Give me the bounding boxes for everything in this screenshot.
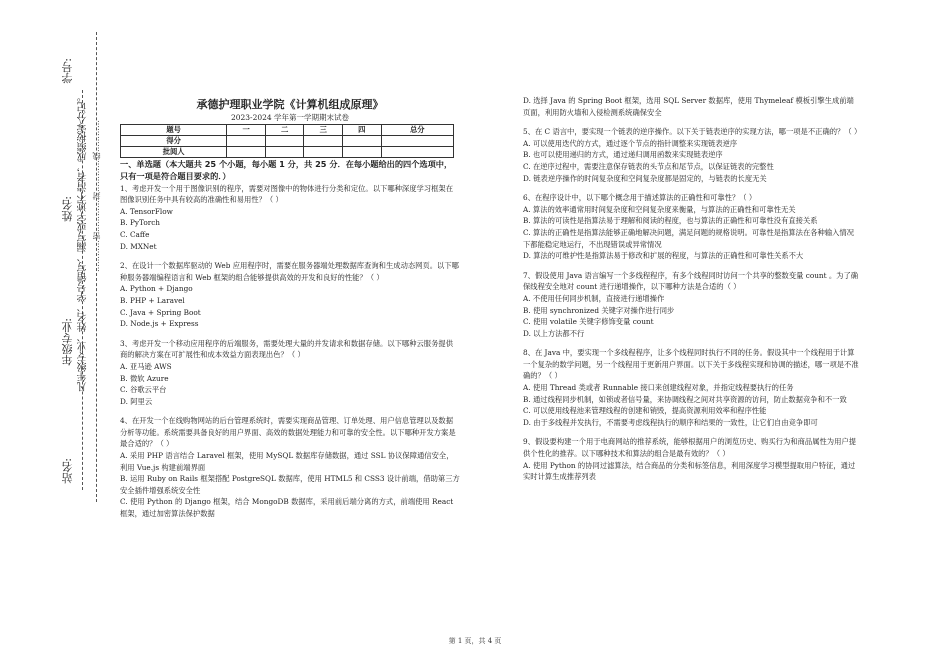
question-option: B. 通过线程同步机制，如锁或者信号量，来协调线程之间对共享资源的访问，防止数据竞争和不一致 bbox=[523, 394, 847, 404]
score-table-cell bbox=[227, 135, 266, 146]
left-column bbox=[120, 98, 460, 520]
score-table-cell bbox=[304, 146, 343, 157]
question-option: B. 也可以使用递归的方式，通过递归调用函数来实现链表逆序 bbox=[523, 150, 723, 160]
exam-title: 承德护理职业学院《计算机组成原理》 bbox=[196, 98, 384, 111]
score-table-cell bbox=[381, 146, 453, 157]
question-option: B. PyTorch bbox=[120, 218, 161, 228]
question-option: C. 使用 volatile 关键字修饰变量 count bbox=[523, 317, 654, 327]
question-stem: 9、假设要构建一个用于电商网站的推荐系统，能够根据用户的浏览历史、购买行为和商品属性为用户提供个性化的推荐。以下哪种技术和算法的组合是最有效的？（ ） bbox=[523, 437, 856, 459]
question-option: A. TensorFlow bbox=[120, 206, 173, 216]
question-stem: 7、假设使用 Java 语言编写一个多线程程序，有多个线程同时访问一个共享的整数变量 count 。为了确保线程安全地对 count 进行递增操作，以下哪种方法是合适的（ ） bbox=[523, 270, 859, 292]
score-table-cell: 得分 bbox=[121, 135, 227, 146]
question-stem: 8、在 Java 中，要实现一个多线程程序，让多个线程同时执行不同的任务。假设其中一个线程用于计算一个复杂的数学问题，另一个线程用于更新用户界面。以下关于多线程实现和协调的描述，哪一项是不准确的？（ ） bbox=[523, 348, 859, 381]
right-column bbox=[523, 95, 861, 483]
score-table-cell bbox=[304, 135, 343, 146]
question-option: A. 使用 Thread 类或者 Runnable 接口来创建线程对象，并指定线程要执行的任务 bbox=[523, 383, 794, 393]
question-stem: 2、在设计一个数据库驱动的 Web 应用程序时，需要在服务器端处理数据库查询和生成动态网页。以下哪种服务器端编程语言和 Web 框架的组合能够提供高效的开发和良好的性能？（ ） bbox=[120, 261, 459, 282]
question-option: B. 运用 Ruby on Rails 框架搭配 PostgreSQL 数据库，使用 HTML5 和 CSS3 设计前端，借助第三方安全插件增强系统安全性 bbox=[120, 474, 460, 495]
score-table-cell: 二 bbox=[265, 124, 304, 135]
question-stem: 3、考虑开发一个移动应用程序的后端服务，需要处理大量的并发请求和数据存储。以下哪种云服务提供商的解决方案在可扩展性和成本效益方面表现出色？（ ） bbox=[120, 338, 453, 360]
question-option: C. 使用 Python 的 Django 框架，结合 MongoDB 数据库，采用前后端分离的方式，前端使用 React 框架，通过加密算法保护数据 bbox=[120, 497, 454, 519]
score-table-cell: 三 bbox=[304, 124, 343, 135]
question-option: C. Caffe bbox=[120, 229, 150, 239]
score-table-cell bbox=[265, 146, 304, 157]
score-table-cell: 四 bbox=[342, 124, 381, 135]
question-option: C. 谷歌云平台 bbox=[120, 385, 167, 395]
student-id-label: 学号: bbox=[61, 58, 74, 84]
score-table-cell: 一 bbox=[227, 124, 266, 135]
score-table-cell bbox=[342, 135, 381, 146]
question-option: C. 算法的正确性是指算法能够正确地解决问题，满足问题的规格说明。可靠性是指算法在各种输入情况下都能稳定地运行，不出现错误或异常情况 bbox=[523, 227, 855, 249]
question-option: B. PHP + Laravel bbox=[120, 295, 185, 305]
question-option: D. 阿里云 bbox=[120, 396, 153, 406]
question-option: C. Java + Spring Boot bbox=[120, 307, 201, 317]
section-heading: 一、单选题（本大题共 25 个小题，每小题 1 分，共 25 分．在每小题给出的四个选项中，只有一项是符合题目要求的．） bbox=[120, 158, 453, 182]
exam-subtitle: 2023-2024 学年第一学期期末试卷 bbox=[230, 113, 350, 122]
question-stem: 5、在 C 语言中，要实现一个链表的逆序操作。以下关于链表逆序的实现方法，哪一项是不正确的？（ ） bbox=[523, 127, 862, 137]
question-option: A. 使用 Python 的协同过滤算法，结合商品的分类和标签信息，利用深度学习模型提取用户特征，通过实时计算生成推荐列表 bbox=[523, 460, 856, 482]
question-option: D. Node.js + Express bbox=[120, 319, 199, 329]
major-label: 年级专业: bbox=[61, 318, 74, 366]
question-option: D. 以上方法都不行 bbox=[523, 328, 585, 338]
question-option: B. 微软 Azure bbox=[120, 373, 169, 383]
question-option: B. 使用 synchronized 关键字对操作进行同步 bbox=[523, 305, 675, 315]
binding-notice: 凡年级专业、姓名、学号错写、漏写或字迹不清者，成绩按零分记。 bbox=[78, 92, 89, 392]
page-footer: 第 1 页，共 4 页 bbox=[448, 637, 502, 645]
seal-line-text: …………密…………封…………线………… bbox=[92, 120, 101, 272]
question-option: A. 采用 PHP 语言结合 Laravel 框架，使用 MySQL 数据库存储数据，通过 SSL 协议保障通信安全，利用 Vue.js 构建前端界面 bbox=[120, 451, 454, 472]
seat-label: 站名: bbox=[61, 458, 74, 484]
question-option: D. 选择 Java 的 Spring Boot 框架，选用 SQL Server 数据库，使用 Thymeleaf 模板引擎生成前端页面，利用防火墙和入侵检测系统确保安全 bbox=[523, 96, 854, 117]
question-option: C. 在逆序过程中，需要注意保存链表的头节点和尾节点，以保证链表的完整性 bbox=[523, 161, 774, 171]
score-table-cell bbox=[227, 146, 266, 157]
question-option: A. 算法的效率通常用时间复杂度和空间复杂度来衡量，与算法的正确性和可靠性无关 bbox=[523, 204, 796, 214]
question-option: B. 算法的可读性是指算法易于理解和阅读的程度，也与算法的正确性和可靠性没有直接关系 bbox=[523, 216, 818, 226]
score-table-cell bbox=[265, 135, 304, 146]
score-table-cell: 批阅人 bbox=[121, 146, 227, 157]
question-option: D. 链表逆序操作的时间复杂度和空间复杂度都是固定的，与链表的长度无关 bbox=[523, 173, 767, 183]
question-option: D. 由于多线程并发执行，不需要考虑线程执行的顺序和结果的一致性，让它们自由竞争即可 bbox=[523, 417, 818, 427]
score-table-row bbox=[121, 135, 454, 146]
score-table-cell: 总分 bbox=[381, 124, 453, 135]
question-option: C. 可以使用线程池来管理线程的创建和销毁，提高资源利用效率和程序性能 bbox=[523, 406, 767, 416]
score-table-cell: 题号 bbox=[121, 124, 227, 135]
question-option: A. 不使用任何同步机制，直接进行递增操作 bbox=[523, 293, 665, 303]
score-table-row bbox=[121, 146, 454, 157]
question-stem: 6、在程序设计中，以下哪个概念用于描述算法的正确性和可靠性？（ ） bbox=[523, 193, 757, 203]
question-option: A. 可以使用迭代的方式，通过逐个节点的指针调整来实现链表逆序 bbox=[523, 138, 738, 148]
question-option: A. Python + Django bbox=[120, 284, 193, 294]
question-stem: 4、在开发一个在线购物网站的后台管理系统时，需要实现商品管理、订单处理、用户信息管理以及数据分析等功能。系统需要具备良好的用户界面、高效的数据处理能力和可靠的安全性。以下哪种开发方案是最合适的？（ ） bbox=[120, 416, 456, 449]
score-table bbox=[120, 124, 454, 158]
score-table-cell bbox=[381, 135, 453, 146]
binding-margin bbox=[0, 0, 118, 672]
score-table-cell bbox=[342, 146, 381, 157]
score-table-header-row bbox=[121, 124, 454, 135]
question-option: D. 算法的可维护性是指算法易于修改和扩展的程度，与算法的正确性和可靠性关系不大 bbox=[523, 251, 804, 261]
question-option: D. MXNet bbox=[120, 241, 157, 251]
question-stem: 1、考虑开发一个用于图像识别的程序，需要对图像中的物体进行分类和定位。以下哪种深度学习框架在图像识别任务中具有较高的准确性和易用性？（ ） bbox=[120, 183, 453, 205]
name-label: 姓名: bbox=[61, 196, 74, 222]
question-option: A. 亚马逊 AWS bbox=[120, 361, 172, 371]
